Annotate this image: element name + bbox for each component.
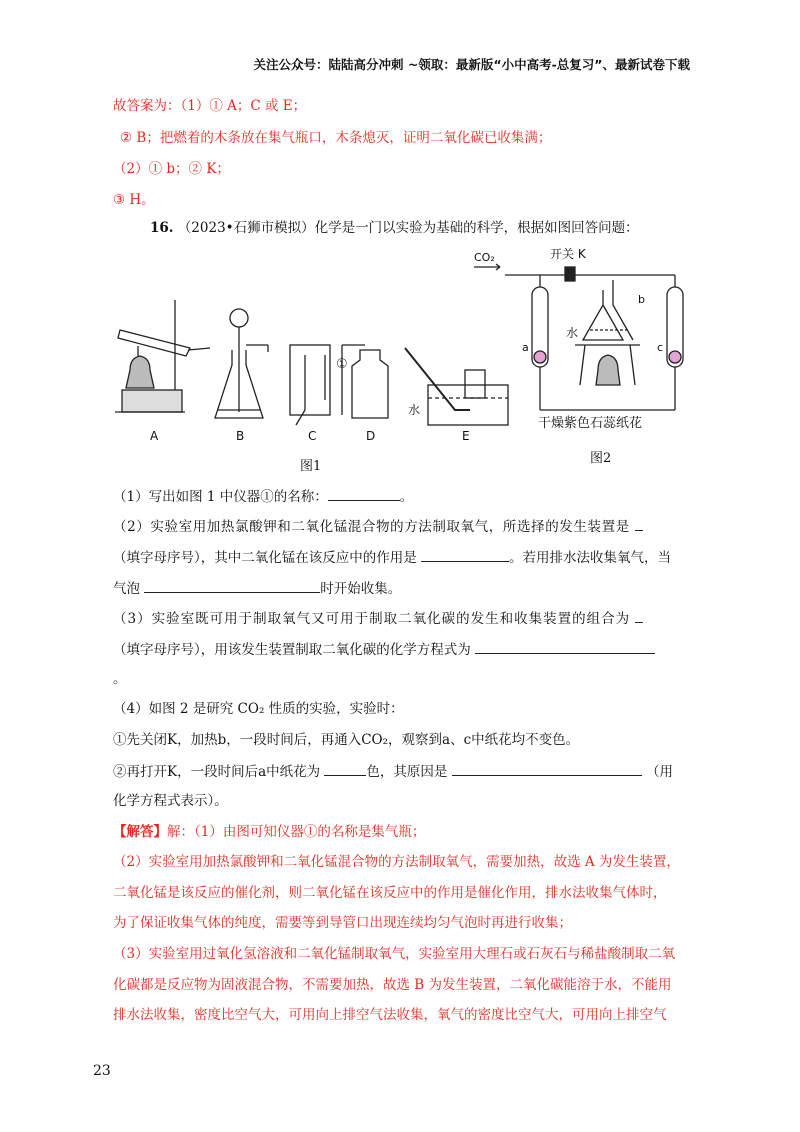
q4-blank-2	[452, 761, 642, 776]
apparatus-c	[290, 345, 330, 425]
apparatus-b	[215, 309, 268, 418]
tube-a-label: a	[522, 341, 529, 354]
water-label-e: 水	[408, 403, 421, 417]
q2-text-c: 气泡	[113, 581, 140, 597]
q4-text-c1: ②再打开K，一段时间后a中纸花为	[113, 764, 321, 780]
solution-line-5: （3）实验室用过氧化氢溶液和二氧化锰制取氧气，实验室用大理石或石灰石与稀盐酸制取二氧	[113, 946, 676, 962]
label-c: C	[308, 429, 317, 443]
water-label-b: 水	[566, 326, 579, 340]
prev-answer-line-3: （2）① b；② K；	[113, 161, 230, 177]
q3-line-2	[113, 639, 655, 660]
q4-text-c3: （用	[646, 764, 674, 780]
q4-line-3	[113, 761, 673, 782]
label-e: E	[462, 429, 470, 443]
q4-line-1: （4）如图 2 是研究 CO₂ 性质的实验，实验时：	[113, 701, 404, 717]
q3-text-b: （填字母序号），用该发生装置制取二氧化碳的化学方程式为	[113, 642, 471, 658]
label-d: D	[366, 429, 376, 443]
q2-line-1	[113, 516, 643, 537]
switch-k-label: 开关 K	[550, 247, 586, 261]
q4-text-c2: 色，其原因是	[366, 764, 448, 780]
solution-line-6: 化碳都是反应物为固液混合物，不需要加热，故选 B 为发生装置，二氧化碳能溶于水，不能用	[113, 977, 672, 993]
question-intro-text: （2023•石狮市模拟）化学是一门以实验为基础的科学，根据如图回答问题：	[177, 220, 639, 236]
question-number: 16.	[150, 220, 174, 236]
figure-1-caption: 图1	[300, 459, 322, 474]
q4-line-2: ①先关闭K，加热b，一段时间后，再通入CO₂，观察到a、c中纸花均不变色。	[113, 732, 580, 748]
solution-line-4: 为了保证收集气体的纯度，需要等到导管口出现连续均匀气泡时再进行收集；	[113, 915, 572, 931]
figure-2	[470, 245, 705, 435]
solution-line-2: （2）实验室用加热氯酸钾和二氧化锰混合物的方法制取氧气，需要加热，故选 A 为发生装置，	[113, 854, 680, 870]
q3-text-a: （3）实验室既可用于制取氧气又可用于制取二氧化碳的发生和收集装置的组合为	[113, 611, 631, 627]
prev-answer-line-4: ③ H。	[113, 192, 155, 208]
q3-line-1	[113, 608, 643, 629]
q4-line-4: 化学方程式表示）。	[113, 793, 228, 809]
q3-blank-1	[635, 608, 643, 623]
flower-label: 干燥紫色石蕊纸花	[538, 416, 643, 431]
co2-label: CO₂	[474, 251, 495, 264]
solution-line-1	[113, 822, 425, 842]
q1-text: （1）写出如图 1 中仪器①的名称：	[113, 489, 328, 505]
q2-text-a: （2）实验室用加热氯酸钾和二氧化锰混合物的方法制取氧气，所选择的发生装置是	[113, 519, 630, 535]
solution-line-7: 排水法收集，密度比空气大，可用向上排空气法收集，氧气的密度比空气大，可用向上排空气	[113, 1007, 667, 1023]
apparatus-a	[115, 300, 210, 412]
figure-2-caption: 图2	[590, 451, 612, 466]
prev-answer-line-1: 故答案为：（1）① A；C 或 E；	[113, 98, 307, 114]
q2-text-b: （填字母序号），其中二氧化锰在该反应中的作用是	[113, 550, 417, 566]
solution-s1: 解：（1）由图可知仪器①的名称是集气瓶；	[167, 824, 426, 840]
q2-text-b2: 。若用排水法收集氧气，当	[509, 550, 672, 566]
q1-blank	[328, 486, 400, 501]
figure-1	[110, 300, 510, 450]
q2-blank-3	[144, 578, 320, 593]
label-a: A	[150, 429, 159, 443]
question-intro	[150, 218, 639, 238]
q2-text-c2: 时开始收集。	[320, 581, 402, 597]
q2-line-2	[113, 547, 671, 568]
q3-line-3: 。	[113, 671, 127, 687]
page-header: 关注公众号：陆陆高分冲刺 ~领取：最新版“小中高考-总复习”、最新试卷下载	[253, 57, 690, 72]
marker-1: ①	[336, 357, 348, 372]
tube-c-label: c	[657, 341, 664, 354]
solution-tag: 【解答】	[113, 824, 167, 840]
q2-blank-1	[635, 516, 643, 531]
prev-answer-line-2: ② B；把燃着的木条放在集气瓶口，木条熄灭，证明二氧化碳已收集满；	[120, 130, 552, 146]
page-number: 23	[93, 1063, 111, 1079]
q2-blank-2	[421, 547, 509, 562]
q1-end: 。	[399, 489, 414, 505]
q2-line-3	[113, 578, 401, 599]
q4-blank-1	[324, 761, 366, 776]
q3-blank-2	[475, 639, 655, 654]
apparatus-d	[342, 345, 388, 418]
flask-b-label: b	[638, 293, 645, 306]
label-b: B	[236, 429, 245, 443]
q1-line	[113, 486, 413, 507]
solution-line-3: 二氧化锰是该反应的催化剂，则二氧化锰在该反应中的作用是催化作用，排水法收集气体时，	[113, 885, 667, 901]
